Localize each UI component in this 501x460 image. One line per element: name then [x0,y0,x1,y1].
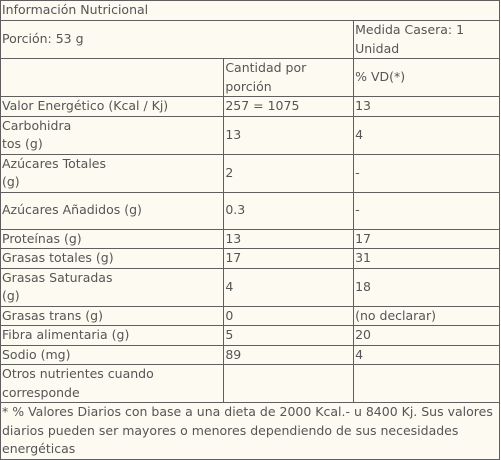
nutrient-name: Fibra alimentaria (g) [1,326,224,346]
nutrient-name: Sodio (mg) [1,345,224,365]
nutrient-vd: 13 [354,97,500,117]
table-row [1,345,500,365]
table-row [1,229,500,249]
table-row [1,268,500,306]
table-row [1,365,500,403]
porcion-label: Porción: 53 g [1,21,354,59]
porcion-row [1,21,500,59]
header-empty-cell [1,59,224,97]
nutrient-cantidad: 13 [224,116,354,154]
nutrient-cantidad: 0.3 [224,192,354,229]
nutrient-vd: 17 [354,229,500,249]
nutrient-vd: 4 [354,116,500,154]
nutrient-vd: - [354,192,500,229]
nutrient-vd: 20 [354,326,500,346]
nutrient-name: Carbohidratos (g) [1,116,224,154]
nutrient-name: Proteínas (g) [1,229,224,249]
footnote: * % Valores Diarios con base a una dieta de 2000 Kcal.- u 8400 Kj. Sus valores diarios pueden ser mayores o menores dependiendo de sus necesidades energéticas [1,403,500,460]
table-row [1,249,500,269]
nutrient-cantidad: 2 [224,154,354,192]
nutrient-cantidad: 0 [224,306,354,326]
header-vd: % VD(*) [354,59,500,97]
column-header-row [1,59,500,97]
nutrient-name: Grasas Saturadas (g) [1,268,224,306]
nutrient-vd: 31 [354,249,500,269]
nutrient-cantidad: 17 [224,249,354,269]
table-row [1,192,500,229]
nutrient-cantidad: 89 [224,345,354,365]
nutrient-cantidad [224,365,354,403]
table-row [1,116,500,154]
table-row [1,306,500,326]
nutrient-vd: (no declarar) [354,306,500,326]
table-row [1,154,500,192]
nutrient-vd: 4 [354,345,500,365]
nutrient-vd [354,365,500,403]
medida-casera: Medida Casera: 1 Unidad [354,21,500,59]
table-title-row [1,1,500,21]
nutrient-vd: - [354,154,500,192]
nutrient-name: Valor Energético (Kcal / Kj) [1,97,224,117]
nutrient-cantidad: 257 = 1075 [224,97,354,117]
nutrient-name: Grasas trans (g) [1,306,224,326]
nutrient-name: Azúcares Añadidos (g) [1,192,224,229]
nutrient-name: Otros nutrientes cuando corresponde [1,365,224,403]
nutrient-vd: 18 [354,268,500,306]
header-cantidad: Cantidad por porción [224,59,354,97]
table-title: Información Nutricional [1,1,500,21]
nutrient-cantidad: 4 [224,268,354,306]
nutrient-name: Azúcares Totales (g) [1,154,224,192]
table-row [1,97,500,117]
nutrient-cantidad: 13 [224,229,354,249]
nutrient-cantidad: 5 [224,326,354,346]
table-row [1,326,500,346]
nutrient-name: Grasas totales (g) [1,249,224,269]
